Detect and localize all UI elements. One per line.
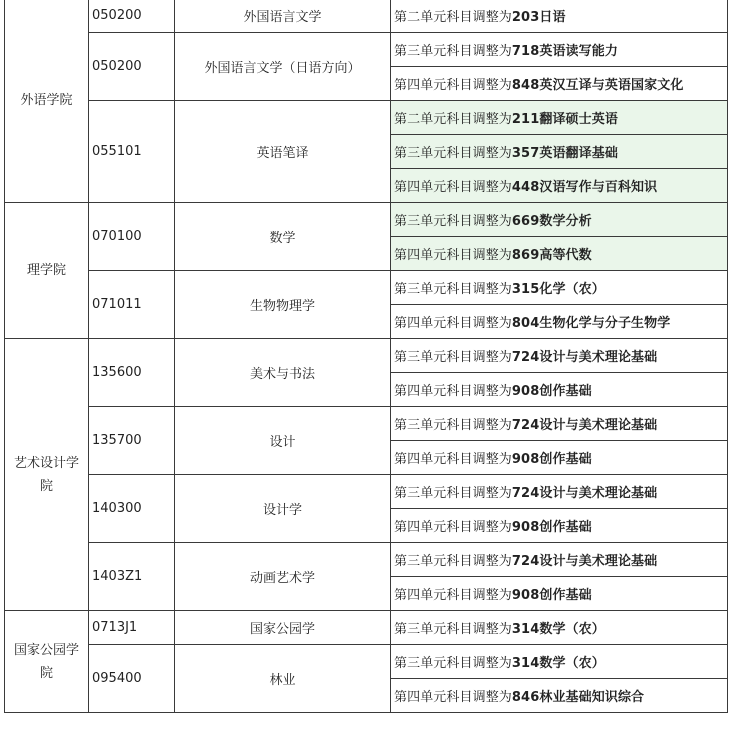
adjustment-note-cell <box>391 645 728 679</box>
major-code-cell: 070100 <box>89 203 175 271</box>
adjustment-note-cell <box>391 0 728 33</box>
subject-name: 203日语 <box>511 10 566 25</box>
adjustment-note-cell <box>391 475 728 509</box>
table-row <box>5 475 728 509</box>
subject-adjustment-table <box>4 0 728 713</box>
major-name-cell: 国家公园学 <box>175 611 391 645</box>
note-prefix: 第三单元科目调整为 <box>394 486 512 501</box>
adjustment-note-cell <box>391 543 728 577</box>
adjustment-note-cell <box>391 67 728 101</box>
adjustment-note-cell <box>391 373 728 407</box>
adjustment-note-cell <box>391 101 728 135</box>
college-cell: 国家公园学院 <box>5 611 89 713</box>
table-row <box>5 407 728 441</box>
subject-name: 724设计与美术理论基础 <box>511 350 658 365</box>
note-prefix: 第三单元科目调整为 <box>394 146 512 161</box>
note-prefix: 第三单元科目调整为 <box>394 350 512 365</box>
major-code-cell: 0713J1 <box>89 611 175 645</box>
adjustment-note-cell <box>391 509 728 543</box>
note-prefix: 第四单元科目调整为 <box>394 384 512 399</box>
adjustment-note-cell <box>391 135 728 169</box>
subject-name: 315化学（农） <box>511 282 605 297</box>
note-prefix: 第三单元科目调整为 <box>394 44 512 59</box>
subject-name: 908创作基础 <box>511 520 592 535</box>
major-code-cell: 050200 <box>89 33 175 101</box>
major-code-cell: 071011 <box>89 271 175 339</box>
subject-name: 211翻译硕士英语 <box>511 112 618 127</box>
note-prefix: 第四单元科目调整为 <box>394 690 512 705</box>
note-prefix: 第四单元科目调整为 <box>394 588 512 603</box>
adjustment-note-cell <box>391 577 728 611</box>
adjustment-note-cell <box>391 203 728 237</box>
table-row <box>5 543 728 577</box>
note-prefix: 第四单元科目调整为 <box>394 520 512 535</box>
note-prefix: 第四单元科目调整为 <box>394 248 512 263</box>
table-row <box>5 203 728 237</box>
subject-name: 314数学（农） <box>511 656 605 671</box>
subject-name: 846林业基础知识综合 <box>511 690 645 705</box>
adjustment-note-cell <box>391 441 728 475</box>
major-name-cell: 动画艺术学 <box>175 543 391 611</box>
major-name-cell: 数学 <box>175 203 391 271</box>
adjustment-note-cell <box>391 271 728 305</box>
major-name-cell: 外国语言文学 <box>175 0 391 33</box>
adjustment-note-cell <box>391 169 728 203</box>
subject-name: 869高等代数 <box>511 248 592 263</box>
table-row <box>5 101 728 135</box>
subject-name: 314数学（农） <box>511 622 605 637</box>
subject-name: 669数学分析 <box>511 214 592 229</box>
adjustment-note-cell <box>391 237 728 271</box>
note-prefix: 第三单元科目调整为 <box>394 214 512 229</box>
note-prefix: 第三单元科目调整为 <box>394 554 512 569</box>
major-code-cell: 140300 <box>89 475 175 543</box>
note-prefix: 第三单元科目调整为 <box>394 622 512 637</box>
subject-name: 718英语读写能力 <box>511 44 618 59</box>
major-code-cell: 135600 <box>89 339 175 407</box>
adjustment-note-cell <box>391 305 728 339</box>
major-name-cell: 设计学 <box>175 475 391 543</box>
college-cell: 艺术设计学院 <box>5 339 89 611</box>
note-prefix: 第二单元科目调整为 <box>394 10 512 25</box>
college-cell: 理学院 <box>5 203 89 339</box>
major-name-cell: 外国语言文学（日语方向） <box>175 33 391 101</box>
subject-name: 848英汉互译与英语国家文化 <box>511 78 684 93</box>
table-row <box>5 611 728 645</box>
table-body <box>5 0 728 713</box>
adjustment-note-cell <box>391 407 728 441</box>
major-name-cell: 林业 <box>175 645 391 713</box>
subject-name: 724设计与美术理论基础 <box>511 418 658 433</box>
note-prefix: 第四单元科目调整为 <box>394 452 512 467</box>
subject-name: 724设计与美术理论基础 <box>511 554 658 569</box>
subject-name: 724设计与美术理论基础 <box>511 486 658 501</box>
note-prefix: 第四单元科目调整为 <box>394 316 512 331</box>
note-prefix: 第二单元科目调整为 <box>394 112 512 127</box>
adjustment-note-cell <box>391 679 728 713</box>
major-name-cell: 美术与书法 <box>175 339 391 407</box>
major-code-cell: 050200 <box>89 0 175 33</box>
subject-name: 357英语翻译基础 <box>511 146 618 161</box>
major-code-cell: 135700 <box>89 407 175 475</box>
table-row <box>5 0 728 33</box>
note-prefix: 第三单元科目调整为 <box>394 282 512 297</box>
table-row <box>5 271 728 305</box>
major-name-cell: 设计 <box>175 407 391 475</box>
college-cell: 外语学院 <box>5 0 89 203</box>
table-row <box>5 33 728 67</box>
table-row <box>5 645 728 679</box>
note-prefix: 第三单元科目调整为 <box>394 418 512 433</box>
note-prefix: 第三单元科目调整为 <box>394 656 512 671</box>
adjustment-note-cell <box>391 611 728 645</box>
major-code-cell: 095400 <box>89 645 175 713</box>
note-prefix: 第四单元科目调整为 <box>394 78 512 93</box>
subject-name: 908创作基础 <box>511 452 592 467</box>
subject-name: 804生物化学与分子生物学 <box>511 316 671 331</box>
major-name-cell: 生物物理学 <box>175 271 391 339</box>
subject-name: 908创作基础 <box>511 588 592 603</box>
major-code-cell: 055101 <box>89 101 175 203</box>
table-row <box>5 339 728 373</box>
subject-name: 908创作基础 <box>511 384 592 399</box>
adjustment-note-cell <box>391 339 728 373</box>
subject-name: 448汉语写作与百科知识 <box>511 180 658 195</box>
note-prefix: 第四单元科目调整为 <box>394 180 512 195</box>
major-name-cell: 英语笔译 <box>175 101 391 203</box>
adjustment-note-cell <box>391 33 728 67</box>
major-code-cell: 1403Z1 <box>89 543 175 611</box>
